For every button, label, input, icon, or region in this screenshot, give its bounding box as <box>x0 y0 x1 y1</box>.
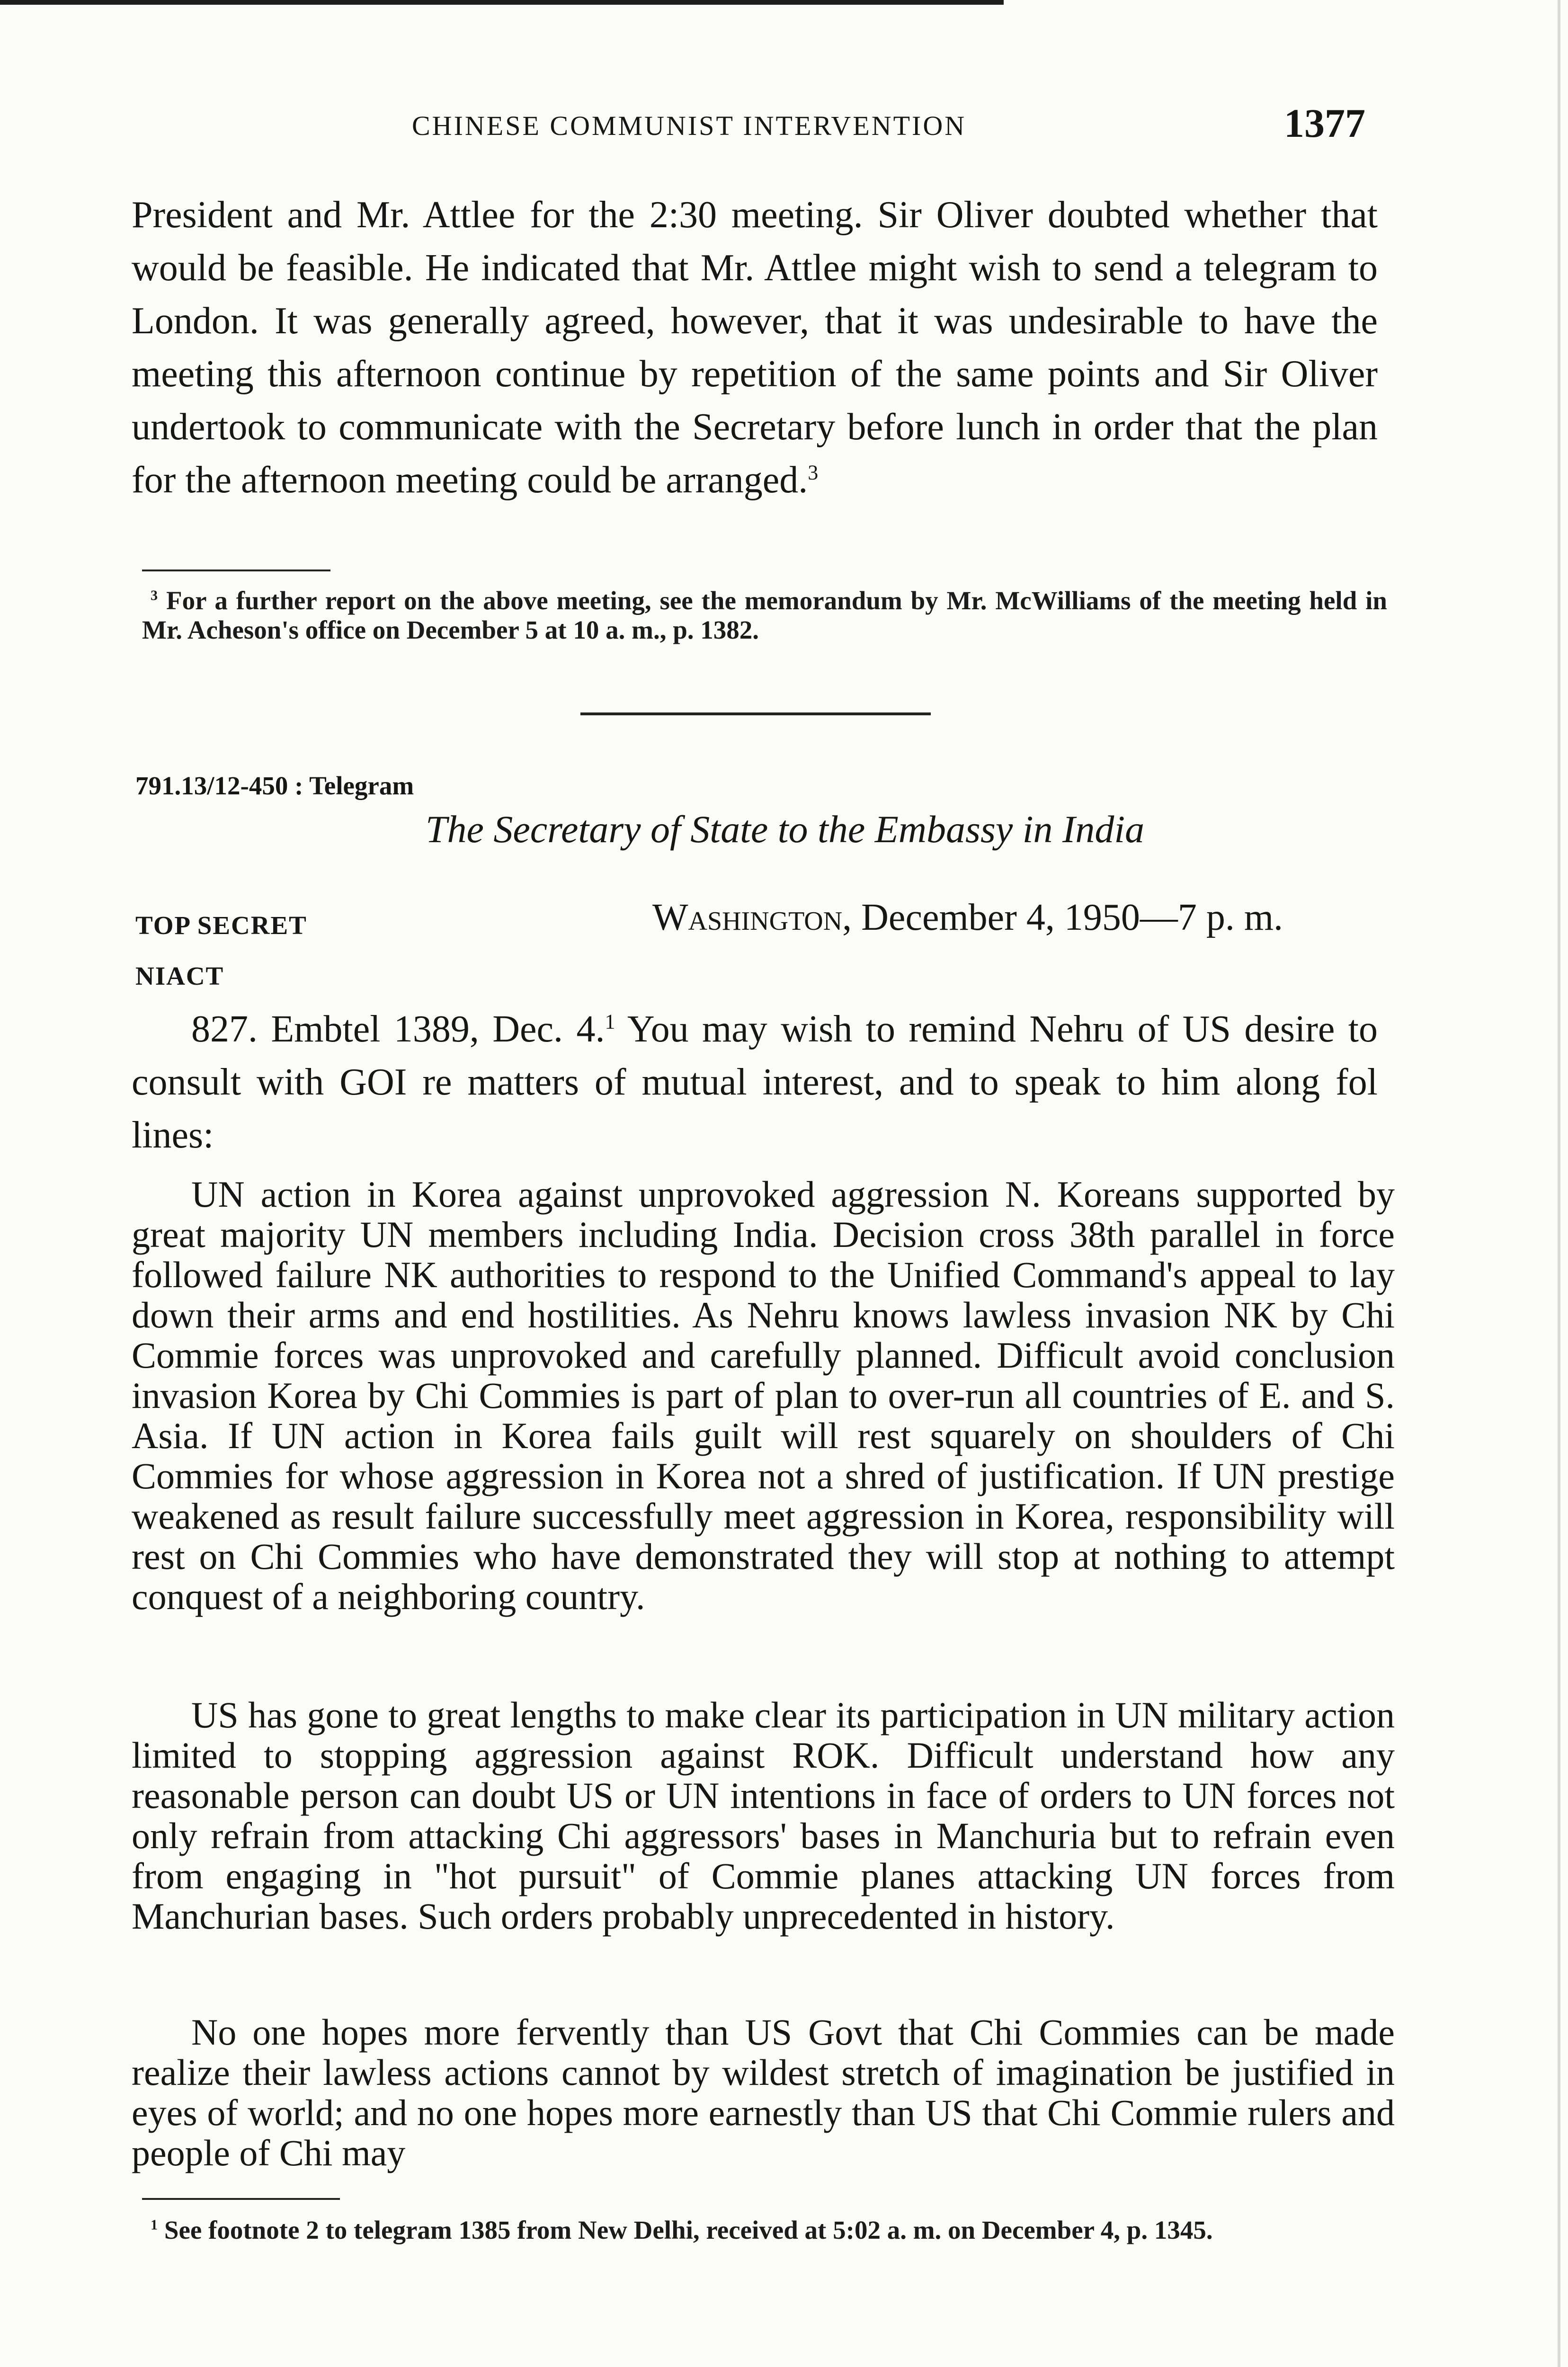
scan-right-edge <box>1558 0 1560 2367</box>
opening-text: You may wish to remind Nehru of US desire to consult with GOI re matters of mutual interest, and to speak to him along fol lines: <box>132 1008 1378 1156</box>
page-number: 1377 <box>1284 100 1365 146</box>
file-reference: 791.13/12-450 : Telegram <box>135 771 414 800</box>
footnote-ref-3: 3 <box>808 461 819 484</box>
body-paragraph-3: No one hopes more fervently than US Govt that Chi Commies can be made realize their lawless actions cannot by wildest stretch of imagination be justified in eyes of world; and no one hopes more earnestly than US that Chi Commie rulers and people of Chi may <box>132 2011 1395 2173</box>
document-heading: The Secretary of State to the Embassy in India <box>425 808 1145 851</box>
body-paragraph-2: US has gone to great lengths to make clear its participation in UN military action limited to stopping aggression against ROK. Difficult understand how any reasonable person can doubt US or UN intentions in face of orders to UN forces not only refrain from attacking Chi aggressors' bases in Manchuria but to refrain even from engaging in "hot pursuit" of Commie planes attacking UN forces from Manchurian bases. Such orders probably unprecedented in history. <box>132 1694 1395 1937</box>
opening-paragraph <box>132 1003 1378 1162</box>
footnote-rule <box>142 570 330 571</box>
footnote-3-marker: 3 <box>151 587 158 604</box>
footnote-1 <box>142 2216 1387 2245</box>
dateline-date: December 4, 1950—7 p. m. <box>861 897 1283 938</box>
footnote-3 <box>142 586 1387 645</box>
footnote-1-marker: 1 <box>151 2216 158 2233</box>
continued-paragraph-text: President and Mr. Attlee for the 2:30 meeting. Sir Oliver doubted whether that would be feasible. He indicated that Mr. Attlee might wish to send a telegram to London. It was generally agreed, however, that it was undesirable to have the meeting this afternoon continue by repetition of the same points and Sir Oliver undertook to communicate with the Secretary before lunch in order that the plan for the afternoon meeting could be arranged. <box>132 194 1378 501</box>
dateline-city: Washington, <box>652 897 852 938</box>
continued-paragraph <box>132 188 1378 507</box>
footnote-3-text: For a further report on the above meeting, see the memorandum by Mr. McWilliams of the meeting held in Mr. Acheson's office on December 5 at 10 a. m., p. 1382. <box>142 586 1387 644</box>
section-divider <box>580 712 931 715</box>
body-paragraph-1: UN action in Korea against unprovoked aggression N. Koreans supported by great majority UN members including India. Decision cross 38th parallel in force followed failure NK authorities to respond to the Unified Command's appeal to lay down their arms and end hostilities. As Nehru knows lawless invasion NK by Chi Commie forces was unprovoked and carefully planned. Difficult avoid conclusion invasion Korea by Chi Commies is part of plan to over-run all countries of E. and S. Asia. If UN action in Korea fails guilt will rest squarely on shoulders of Chi Commies for whose aggression in Korea not a shred of justification. If UN prestige weakened as result failure successfully meet aggression in Korea, responsibility will rest on Chi Commies who have demonstrated they will stop at nothing to attempt conquest of a neighboring country. <box>132 1174 1395 1617</box>
classification-top-secret: TOP SECRET <box>135 911 307 940</box>
running-title: CHINESE COMMUNIST INTERVENTION <box>412 110 967 141</box>
classification-niact: NIACT <box>135 961 224 990</box>
footnote-rule-bottom <box>142 2198 340 2200</box>
footnote-1-text: See footnote 2 to telegram 1385 from New Delhi, received at 5:02 a. m. on December 4, p. 1345. <box>164 2216 1213 2244</box>
scan-top-border <box>0 0 1004 5</box>
dateline <box>652 896 1283 939</box>
footnote-ref-1: 1 <box>605 1010 615 1033</box>
opening-reference: 827. Embtel 1389, Dec. 4. <box>191 1008 605 1050</box>
